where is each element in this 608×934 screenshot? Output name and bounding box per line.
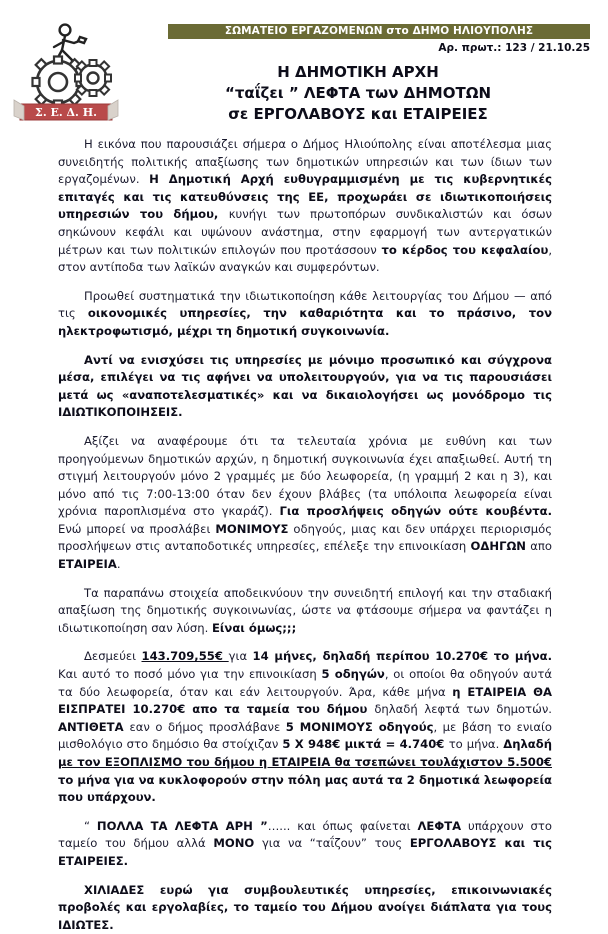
p8-thousands-of-euros bbox=[58, 882, 552, 934]
p3-instead-of-strengthening bbox=[58, 352, 552, 422]
document-body bbox=[58, 136, 552, 934]
emphasized-text-run: ΧΙΛΙΑΔΕΣ bbox=[84, 882, 160, 897]
emphasized-text-run: Αντί να ενισχύσει τις υπηρεσίες με μόνιμο προσωπικό και σύγχρονα μέσα, επιλέγει να τις αφήνει να υπολειτουργούν, για να τις παρουσιάσει μετά ως «αναποτελεσματικές» και να δικαιολογήσει ως μονόδρομο τις ΙΔΙΩΤΙΚΟΠΟΙΗΣΕΙΣ. bbox=[58, 352, 552, 420]
text-run: δηλαδή λεφτά των δημοτών. bbox=[374, 702, 552, 717]
title-line-2: “ταΐζει ” ΛΕΦΤΑ των ΔΗΜΟΤΩΝ bbox=[224, 84, 492, 102]
emphasized-text-run: ευρώ για συμβουλευτικές υπηρεσίες, επικοινωνιακές προβολές και εργολαβίες, το ταμείο του Δήμου ανοίγει διάπλατα για τους ΙΔΙΩΤΕΣ. bbox=[58, 882, 552, 932]
emphasized-text-run: 5 οδηγών bbox=[321, 667, 385, 682]
emphasized-text-run: ΕΤΑΙΡΕΙΑ bbox=[58, 557, 117, 572]
emphasized-text-run: η ΕΤΑΙΡΕΙΑ ΘΑ ΕΙΣΠΡΑΤΕΙ 10.270€ απο τα ταμεία του δήμου bbox=[58, 684, 552, 717]
text-run: για να “ταΐζουν” τους bbox=[254, 836, 410, 851]
emphasized-text-run: ΛΕΦΤΑ bbox=[417, 818, 462, 833]
p6-money-figures bbox=[58, 648, 552, 806]
text-run: “ bbox=[84, 818, 97, 833]
page-title bbox=[128, 62, 588, 125]
text-run: το μήνα. bbox=[448, 737, 504, 752]
emphasized-text-run: Είναι όμως;;; bbox=[212, 620, 297, 635]
text-run: . bbox=[116, 557, 121, 572]
text-run: , με βάση το ενιαίο μισθολόγιο στο δημόσιο θα στοίχιζαν bbox=[58, 719, 552, 752]
text-run: Η εικόνα που παρουσιάζει σήμερα ο Δήμος Ηλιούπολης είναι αποτέλεσμα μιας συνειδητής πολιτικής απαξίωσης των δημοτικών υπηρεσιών και των ίδιων των εργαζομένων. bbox=[58, 137, 552, 187]
protocol-number: Αρ. πρωτ.: 123 / 21.10.25 bbox=[438, 42, 590, 54]
emphasized-text-run: ΜΟΝΟ bbox=[213, 836, 255, 851]
text-run: Και αυτό το ποσό μόνο για την επινοικίαση bbox=[58, 667, 322, 682]
title-line-3: σε ΕΡΓΟΛΑΒΟΥΣ και ΕΤΑΙΡΕΙΕΣ bbox=[228, 105, 488, 123]
text-run: Αξίζει να αναφέρουμε ότι τα τελευταία χρόνια με ευθύνη και των προηγούμενων δημοτικών αρχών, η δημοτική συγκοινωνία έχει απαξιωθεί. Αυτή τη στιγμή λειτουργούν μόνο 2 γραμμές με δύο λεωφορεία, (η γραμμή 2 και η 3), και μόνο από τις 7:00-13:00 όταν δεν έχουν βλάβες (τα υπόλοιπα λεωφορεία είναι χρόνια παροπλισμένα στο γκαράζ). bbox=[58, 433, 552, 519]
emphasized-text-run: ΕΡΓΟΛΑΒΟΥΣ και τις ΕΤΑΙΡΕΙΕΣ. bbox=[58, 836, 552, 868]
emphasized-text-run: 14 μήνες, δηλαδή περίπου 10.270€ το μήνα. bbox=[252, 649, 552, 664]
p2-systematic-privatization bbox=[58, 288, 552, 341]
p1-image-presented bbox=[58, 136, 552, 277]
union-banner: ΣΩΜΑΤΕΙΟ ΕΡΓΑΖΟΜΕΝΩΝ στο ΔΗΜΟ ΗΛΙΟΥΠΟΛΗΣ bbox=[168, 24, 590, 39]
emphasized-text-run: 5 Χ 948€ μικτά = 4.740€ bbox=[282, 737, 449, 752]
p4-bus-lines-detail bbox=[58, 433, 552, 574]
text-run: Δεσμεύει bbox=[84, 649, 142, 664]
sedi-union-logo bbox=[10, 16, 122, 124]
text-run: Τα παραπάνω στοιχεία αποδεικνύουν την συνειδητή επιλογή και την σταδιακή απαξίωση της δημοτικής συγκοινωνίας, ώστε να φτάσουμε σήμερα να φαντάζει η ιδιωτικοποίηση σαν λύση. bbox=[58, 585, 552, 635]
emphasized-text-run: 143.709,55€ bbox=[141, 649, 229, 664]
emphasized-text-run: Για προσλήψεις οδηγών ούτε κουβέντα. bbox=[279, 504, 552, 519]
text-run: κυνήγι των πρωτοπόρων συνδικαλιστών και όσων σηκώνουν κεφάλι και υψώνουν ανάστημα, στην εφαρμογή των αντεργατικών μέτρων και των πολιτικών επιλογών που προτάσσουν bbox=[58, 207, 553, 257]
text-run: υπάρχουν στο ταμείο του δήμου αλλά bbox=[58, 818, 552, 851]
emphasized-text-run: το κέρδος του κεφαλαίου bbox=[381, 242, 549, 257]
emphasized-text-run: Δηλαδή bbox=[503, 737, 552, 752]
text-run: εαν ο δήμος προσλάβανε bbox=[129, 719, 286, 734]
text-run: , στον αντίποδα των λαϊκών αναγκών και συμφερόντων. bbox=[58, 242, 553, 275]
emphasized-text-run: ΑΝΤΙΘΕΤΑ bbox=[58, 719, 130, 734]
text-run: …... και όπως φαίνεται bbox=[267, 818, 418, 833]
title-line-1: Η ΔΗΜΟΤΙΚΗ ΑΡΧΗ bbox=[277, 63, 439, 81]
emphasized-text-run: ΠΟΛΛΑ ΤΑ ΛΕΦΤΑ ΑΡΗ ” bbox=[96, 818, 268, 833]
emphasized-text-run: Η Δημοτική Αρχή ευθυγραμμισμένη με τις κυβερνητικές επιταγές και τις κατευθύνσεις της ΕΕ, προχωράει σε ιδιωτικοποιήσεις υπηρεσιών του δήμου, bbox=[58, 172, 552, 222]
text-run: , οι οποίοι θα οδηγούν αυτά τα δύο λεωφορεία, όταν και εάν λειτουργούν. Άρα, κάθε μήνα bbox=[58, 667, 552, 699]
document-header bbox=[0, 0, 608, 128]
p5-conscious-choice bbox=[58, 585, 552, 638]
logo-banner-text: Σ. Ε. Δ. Η. bbox=[35, 106, 97, 119]
text-run: απο bbox=[526, 539, 553, 554]
emphasized-text-run: το μήνα για να κυκλοφορούν στην πόλη μας αυτά τα 2 δημοτικά λεωφορεία που υπάρχουν. bbox=[58, 772, 552, 805]
emphasized-text-run: 5 ΜΟΝΙΜΟΥΣ οδηγούς bbox=[285, 719, 434, 734]
emphasized-text-run: με τον ΕΞΟΠΛΙΣΜΟ του δήμου η ΕΤΑΙΡΕΙΑ θα τσεπώνει τουλάχιστον 5.500€ bbox=[58, 755, 552, 769]
text-run: για bbox=[228, 649, 253, 664]
emphasized-text-run: ΜΟΝΙΜΟΥΣ bbox=[215, 521, 289, 536]
text-run: Ενώ μπορεί να προσλάβει bbox=[58, 521, 216, 536]
emphasized-text-run: οικονομικές υπηρεσίες, την καθαριότητα και το πράσινο, τον ηλεκτροφωτισμό, μέχρι τη δημοτική συγκοινωνία. bbox=[58, 306, 552, 338]
text-run: Προωθεί συστηματικά την ιδιωτικοποίηση κάθε λειτουργίας του Δήμου — από τις bbox=[58, 288, 552, 321]
p7-many-monies bbox=[58, 818, 552, 871]
text-run: οδηγούς, μιας και δεν υπάρχει περιορισμός προσλήψεων στις ανταποδοτικές υπηρεσίες, επέλεξε την επινοικίαση bbox=[58, 521, 552, 554]
emphasized-text-run: ΟΔΗΓΩΝ bbox=[470, 539, 527, 554]
